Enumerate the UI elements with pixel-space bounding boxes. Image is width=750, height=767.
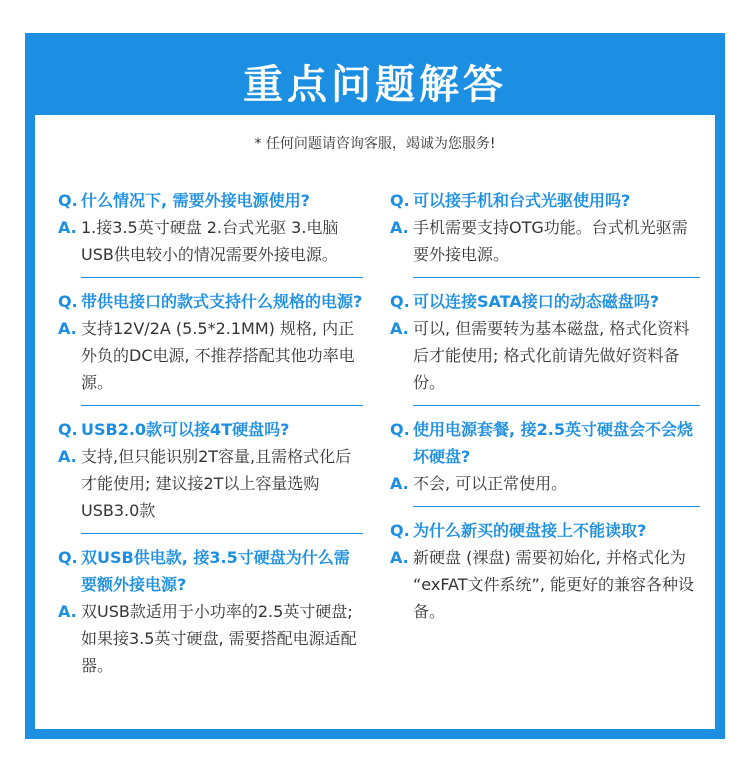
question-text: 双USB供电款, 接3.5寸硬盘为什么需要额外接电源? xyxy=(81,548,350,594)
question-text: 什么情况下, 需要外接电源使用? xyxy=(81,191,310,210)
answer-tag: A. xyxy=(390,218,409,237)
qa-item xyxy=(390,517,700,625)
qa-item xyxy=(390,416,700,507)
answer-tag: A. xyxy=(390,548,409,567)
qa-item xyxy=(390,187,700,278)
qa-item xyxy=(390,288,700,406)
qa-item xyxy=(58,288,363,406)
question-tag: Q. xyxy=(390,420,410,439)
divider xyxy=(81,405,363,406)
answer-tag: A. xyxy=(390,319,409,338)
answer-text: 手机需要支持OTG功能。台式机光驱需要外接电源。 xyxy=(413,218,688,264)
question-tag: Q. xyxy=(390,521,410,540)
question-text: USB2.0款可以接4T硬盘吗? xyxy=(81,420,290,439)
answer-text: 可以, 但需要转为基本磁盘, 格式化资料后才能使用; 格式化前请先做好资料备份。 xyxy=(413,319,690,392)
answer-tag: A. xyxy=(58,218,77,237)
question-tag: Q. xyxy=(58,292,78,311)
divider xyxy=(413,277,700,278)
question-tag: Q. xyxy=(58,191,78,210)
answer-tag: A. xyxy=(58,602,77,621)
answer-text: 1.接3.5英寸硬盘 2.台式光驱 3.电脑USB供电较小的情况需要外接电源。 xyxy=(81,218,339,264)
page-title: 重点问题解答 xyxy=(243,62,507,108)
question-tag: Q. xyxy=(58,420,78,439)
divider xyxy=(413,506,700,507)
faq-frame xyxy=(25,33,725,739)
answer-text: 支持12V/2A (5.5*2.1MM) 规格, 内正外负的DC电源, 不推荐搭配其他功率电源。 xyxy=(81,319,355,392)
answer-tag: A. xyxy=(390,474,409,493)
faq-panel xyxy=(35,115,715,729)
answer-tag: A. xyxy=(58,447,77,466)
question-tag: Q. xyxy=(58,548,78,567)
qa-item xyxy=(58,544,363,679)
question-text: 可以连接SATA接口的动态磁盘吗? xyxy=(413,292,660,311)
question-text: 可以接手机和台式光驱使用吗? xyxy=(413,191,631,210)
qa-item xyxy=(58,187,363,278)
divider xyxy=(413,405,700,406)
divider xyxy=(81,277,363,278)
question-text: 为什么新买的硬盘接上不能读取? xyxy=(413,521,647,540)
question-tag: Q. xyxy=(390,191,410,210)
faq-column-left xyxy=(58,187,363,679)
question-tag: Q. xyxy=(390,292,410,311)
answer-text: 支持,但只能识别2T容量,且需格式化后才能使用; 建议接2T以上容量选购USB3.0款 xyxy=(81,447,352,520)
answer-text: 不会, 可以正常使用。 xyxy=(413,474,568,493)
qa-item xyxy=(58,416,363,534)
faq-column-right xyxy=(390,187,700,625)
question-text: 使用电源套餐, 接2.5英寸硬盘会不会烧坏硬盘? xyxy=(413,420,693,466)
divider xyxy=(81,533,363,534)
answer-tag: A. xyxy=(58,319,77,338)
question-text: 带供电接口的款式支持什么规格的电源? xyxy=(81,292,363,311)
answer-text: 新硬盘 (裸盘) 需要初始化, 并格式化为 “exFAT文件系统”, 能更好的兼容各种设备。 xyxy=(413,548,694,621)
answer-text: 双USB款适用于小功率的2.5英寸硬盘; 如果接3.5英寸硬盘, 需要搭配电源适配器。 xyxy=(81,602,357,675)
service-note: * 任何问题请咨询客服，竭诚为您服务! xyxy=(254,136,496,152)
